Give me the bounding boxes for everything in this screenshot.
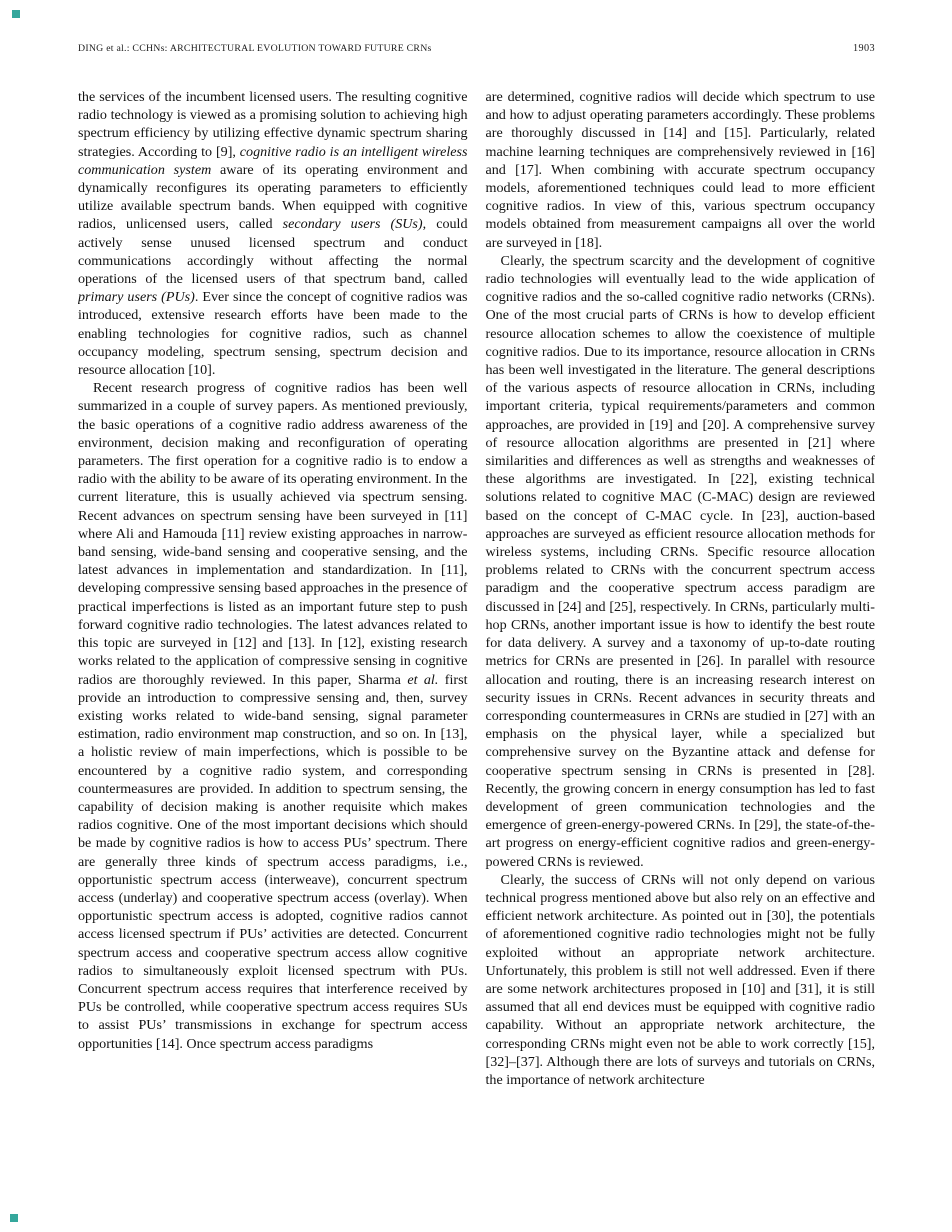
column-left: [78, 88, 468, 1178]
text-run: . Ever since the concept of cognitive radios was introduced, extensive research efforts have been made to the enabling technologies for cognitive radios, such as channel occupancy modeling, spectrum sensing, spectrum decision and resource allocation [10].: [78, 289, 468, 379]
text-run: Recent research progress of cognitive radios has been well summarized in a couple of survey papers. As mentioned previously, the basic operations of a cognitive radio address awareness of the environment, decision making and reconfiguration of operating parameters. The first operation for a cognitive radio is to endow a radio with the ability to be aware of its operating environment. In the current literature, this is usually achieved via spectrum sensing. Recent advances on spectrum sensing have been surveyed in [11] where Ali and Hamouda [11] review existing approaches in narrow-band sensing, wide-band sensing and cooperative sensing, and the latest advances in implementation and standardization. In [11], developing compressive sensing based approaches in the presence of practical imperfections is listed as an important future step to push forward cognitive radio technologies. The latest advances related to this topic are surveyed in [12] and [13]. In [12], existing research works related to the application of compressive sensing in cognitive radios are thoroughly reviewed. In this paper, Sharma: [78, 380, 468, 688]
paragraph: [486, 88, 876, 252]
corner-mark-bottom-left: [10, 1214, 18, 1222]
text-run: Clearly, the success of CRNs will not only depend on various technical progress mentioned above but also rely on an effective and efficient network architecture. As pointed out in [30], the potentials of aforementioned cognitive radio technologies might not be fully exploited without an appropriate network architecture. Unfortunately, this problem is still not well addressed. Even if there are some network architectures proposed in [10] and [31], it is still assumed that all end devices must be equipped with cognitive radio capability. Without an appropriate network architecture, the corresponding CRNs might even not be able to work correctly [15], [32]–[37]. Although there are lots of surveys and tutorials on CRNs, the importance of network architecture: [485, 871, 875, 1088]
paragraph: [78, 379, 468, 1053]
article-columns: [78, 88, 875, 1178]
italic-text-run: et al.: [407, 671, 439, 688]
italic-text-run: et al.: [106, 43, 127, 54]
text-run: Clearly, the spectrum scarcity and the development of cognitive radio technologies will eventually lead to the wide application of cognitive radios and the so-called cognitive radio networks (CRNs). One of the most crucial parts of CRNs is how to develop efficient resource allocation schemes to allow the coexistence of multiple cognitive radios. Due to its importance, resource allocation in CRNs has been well investigated in the literature. The general descriptions of the various aspects of resource allocation in CRNs, including important criteria, typical requirements/parameters and common approaches, are provided in [19] and [20]. A comprehensive survey of resource allocation algorithms are presented in [21] where similarities and differences as well as strengths and weaknesses of these algorithms are investigated. In [22], existing technical solutions related to cognitive MAC (C-MAC) design are reviewed based on the concept of C-MAC cycle. In [23], auction-based approaches are surveyed as efficient resource allocation methods for wireless systems, including CRNs. Specific resource allocation problems related to CRNs with the concurrent spectrum access paradigm and the cooperative spectrum access paradigm are discussed in [24] and [25], respectively. In CRNs, particularly multi-hop CRNs, another important issue is how to identify the best route for data delivery. A survey and a taxonomy of up-to-date routing metrics for CRNs are presented in [26]. In parallel with resource allocation and routing, there is an increasing research interest on security issues in CRNs. Recent advances in security threats and corresponding countermeasures in CRNs are studied in [27] with an emphasis on the physical layer, while a specialized but comprehensive survey on the Byzantine attack and defense for cooperative spectrum sensing in CRNs is presented in [28]. Recently, the growing concern in energy consumption has led to fast development of green communication technologies and the emergence of green-energy-powered CRNs. In [29], the state-of-the-art progress on energy-efficient cognitive radios and green-energy-powered CRNs is reviewed.: [485, 252, 875, 870]
page-number: 1903: [853, 43, 875, 54]
text-run: first provide an introduction to compressive sensing and, then, survey existing works related to wide-band sensing, signal parameter estimation, radio environment map construction, and so on. In [13], a holistic review of main imperfections, which is possible to be encountered by a cognitive radio system, and corresponding countermeasures are provided. In addition to spectrum sensing, the capability of decision making is another requisite which makes radios cognitive. One of the most important decisions which should be made by cognitive radios is how to access PUs’ spectrum. There are generally three kinds of spectrum access paradigms, i.e., opportunistic spectrum access (interweave), concurrent spectrum access (underlay) and cooperative spectrum access (overlay). When opportunistic spectrum access is adopted, cognitive radios cannot access licensed spectrum if PUs’ activities are detected. Concurrent spectrum access and cooperative spectrum access allow cognitive radios to simultaneously exploit licensed spectrum with PUs. Concurrent spectrum access requires that interference received by PUs be controlled, while cooperative spectrum access requires SUs to assist PUs’ transmissions in exchange for spectrum access opportunities [14]. Once spectrum access paradigms: [78, 671, 468, 1052]
text-run: , could actively sense unused licensed spectrum and conduct communications accordingly without affecting the normal operations of the licensed users of that spectrum band, called: [78, 216, 468, 288]
running-title: [78, 43, 432, 54]
text-run: : CCHNs: ARCHITECTURAL EVOLUTION TOWARD FUTURE CRNs: [126, 43, 432, 54]
italic-text-run: primary users (PUs): [78, 289, 195, 306]
corner-mark-top-left: [12, 10, 20, 18]
paragraph: [486, 252, 876, 871]
text-run: are determined, cognitive radios will decide which spectrum to use and how to adjust operating parameters accordingly. These problems are thoroughly discussed in [14] and [15]. Particularly, related machine learning techniques are comprehensively reviewed in [16] and [17]. When combining with accurate spectrum occupancy models, aforementioned techniques could lead to more efficient cognitive radios. In view of this, various spectrum occupancy models obtained from measurement campaigns all over the world are surveyed in [18].: [485, 89, 875, 251]
text-run: DING: [78, 43, 107, 54]
text-run: the services of the incumbent licensed users. The resulting cognitive radio technology is viewed as a promising solution to achieving high spectrum efficiency by utilizing effective dynamic spectrum sharing strategies. According to [9],: [78, 89, 468, 160]
paragraph: [486, 871, 876, 1089]
paragraph: [78, 88, 468, 379]
italic-text-run: secondary users (SUs): [282, 216, 423, 233]
running-header: [78, 43, 875, 54]
text-run: aware of its operating environment and dynamically reconfigures its operating parameters to efficiently utilize available spectrum bands. When equipped with cognitive radios, unlicensed users, called: [78, 161, 468, 233]
italic-text-run: cognitive radio is an intelligent wireless communication system: [78, 143, 468, 178]
column-right: [486, 88, 876, 1178]
